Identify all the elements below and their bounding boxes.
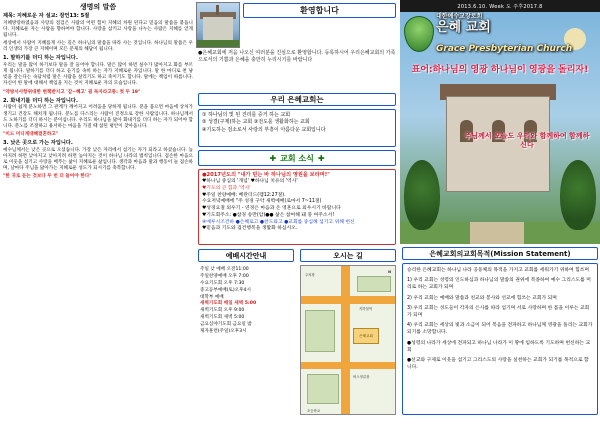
sermon-highlight-1: "약방서사항위대한 변책받지고 '감~혜고' 굄 독자라고통: 첫 두 19" — [3, 89, 141, 95]
mission-p-2: 1) 우리 교회는 성령의 인도하심과 하나님의 말씀의 권위에 복종하여 예수 그리스도를 머리로 하는 교회가 되며 — [407, 278, 591, 291]
hero-photo-caption: 주님께서 오늘도 우리와 함께하여 함께하신다 — [464, 132, 590, 150]
cross-icon: ✚ — [269, 153, 277, 163]
sermon-verse-reference: 제목: 지혜로운 자 설교: 잠언13: 5절 — [3, 13, 90, 20]
service-time-list — [198, 265, 294, 415]
mission-p-5: 4) 우리 교회는 세상의 빛과 소금이 되어 복음을 전파하고 하나님께 영광을 돌리는 교회가 되기를 소망합니다. — [407, 323, 593, 336]
news-title-box — [198, 150, 396, 166]
map-label-4: 초등학교 — [307, 409, 321, 413]
map-block-c — [307, 374, 339, 404]
sermon-point-1-head: 1. 말하기를 더디 하는 자입니다. — [3, 55, 78, 62]
church-name-main: 은혜 교회 — [436, 19, 491, 35]
service-time-1: 주일 낮 예배 오전11:00 — [200, 267, 249, 272]
mission-statement-body — [402, 263, 598, 415]
sermon-point-2-body: 사람이 쉽게 분노하면 그 관계가 깨어지고 어려움을 당하게 됩니다. 분을 품으면 마음에 상처가 생기고 건강도 해치게 됩니다. 분노를 다스리는 사람이 진정으로 강한 사람입니다. 하나님께서도 노하기를 더디 하시는 분이십니다. 우리도 하나님을 닮아 화내기를 더디 하는 자가 되어야 합니다. 분노를 조절하고 용서하는 마음을 가질 때 참된 평안이 찾아옵니다. — [3, 105, 193, 129]
service-time-8: 새벽기도회 새벽 5:00 — [200, 315, 245, 321]
date-banner: 2013.6.10. Week 도 주후2017.8 — [400, 0, 600, 12]
service-time-5: 대학부 예배 — [200, 294, 224, 300]
sermon-point-2-head: 2. 화내기를 더디 하는 자입니다. — [3, 97, 78, 104]
sermon-section-title: 생명의 말씀 — [79, 3, 117, 11]
news-body — [198, 169, 396, 245]
our-church-list — [198, 109, 396, 147]
sermon-point-3-body: 예수님께서는 낮은 곳으로 오셨습니다. 가장 낮은 자리에서 섬기는 자가 되라고 하셨습니다. 높아지려 하면 낮아지고 낮아지려 하면 높아지는 것이 하나님 나라의 법칙입니다. 겸손한 마음으로 이웃을 섬기고 사랑을 베푸는 삶이 지혜로운 삶입니다. 생각과 마음과 말과 행동이 늘 겸손하며, 날마다 주님을 닮아가는 지혜로운 성도가 되시기를 축복합니다. — [3, 147, 193, 171]
cross-icon-2: ✚ — [317, 153, 325, 163]
news-item-7: ④예루시조건하 ●은혜로고 ●찬도와고 ●교회를 중심해 섬기고 위해 헌신 — [202, 219, 355, 225]
news-item-2: ♥기도의 큰 힘과 '역사' — [202, 185, 251, 191]
service-time-7: 새벽기도회 오후 9:00 — [200, 308, 245, 314]
church-name-heading — [436, 14, 598, 36]
sermon-highlight-2: "미드 미디게대혜결혼하고" — [3, 131, 59, 137]
our-church-item-1: ① 하나님의 빛 된 진리를 증거 하는 교회 — [202, 112, 291, 118]
map-label-2: 지하철역 — [359, 307, 373, 311]
hero-tree-left — [404, 160, 440, 230]
our-church-item-2: ② 성결(구제)하는 교회 ③전도를 생활화하는 교회 — [202, 119, 310, 126]
welcome-title: 환영합니다 — [243, 3, 396, 18]
directions-title: 오시는 길 — [300, 249, 396, 262]
news-item-8: ♥믿음과 기도와 겸건행복을 생활화 하십시오. — [202, 226, 298, 232]
mission-statement-title: 은혜교회의교회목적(Mission Statement) — [402, 247, 598, 260]
location-map — [300, 265, 396, 415]
news-title: 교회 소식 — [280, 153, 314, 163]
map-block-b — [357, 276, 391, 292]
map-road-vertical — [341, 266, 350, 414]
church-name-english: Grace Presbyterian Church — [436, 44, 573, 54]
map-block-a — [305, 310, 335, 352]
denomination-label: 대한예수교장로회 — [436, 13, 483, 20]
hero-path — [470, 222, 524, 244]
hero-tree-right — [560, 160, 596, 230]
service-time-4: 중고등부예배(토)오후4시 — [200, 287, 251, 293]
church-slogan: 표어:하나님의 영광 하나님이 영광을 돌리자! — [411, 65, 589, 75]
mission-p-4: 3) 우리 교회는 성도들이 각자의 은사를 따라 섬기며 서로 사랑하며 한 몸을 이루는 교회가 되며 — [407, 305, 590, 318]
welcome-body: ●은혜교회에 저음 나오신 여러분을 진심으로 환영합니다. 등록하시어 우리은혜교회의 가족으로서의 기쁨과 은혜을 충만히 누리시기를 바랍니다 — [198, 50, 396, 63]
sermon-highlight-3: "한 귀로 듣는 것보다 두 번 더 들어야 한다" — [3, 173, 92, 179]
sermon-column — [0, 0, 196, 424]
news-item-5: ♥성경요절 외우기 - 연경은 마음과 온 영혼으로 외우시기 바랍니다 — [202, 206, 341, 212]
map-north-icon: N — [388, 270, 391, 274]
map-label-3: 버스정류장 — [353, 375, 370, 379]
map-church-marker: 은혜교회 — [353, 328, 379, 344]
sermon-intro-1: 지혜방랑하였음과 사랑의 점검은 사람의 어떤 힘이 지혜의 차원 된다고 믿음의 말씀을 붙듭니다. 지혜로운 자는 사람을 향하여야 합니다. 사랑을 삼키고 사랑을 나누는 사람은 지혜를 얻게 됩니다. — [3, 21, 193, 39]
map-label-1: 주차장 — [305, 273, 315, 277]
our-church-item-3: ④기도하는 검소로서 사랑의 부흥이 아름다운 교회입니다 — [202, 126, 326, 133]
news-item-4: 수요저녁예배에 "주 성경 구약 새벽예배(로마서 7~11절) — [202, 199, 322, 205]
service-time-2: 주일찬양예배 오후 7:00 — [200, 273, 249, 279]
service-time-9: 금요심야기도회 금요일 밤 — [200, 322, 252, 328]
mission-p-1: 승리한 은혜교회는 하나님 나라 공동체의 목적을 가지고 교회를 세워가기 위하여 힘쓰며 — [407, 268, 590, 273]
news-item-3: ♥주일 찬양예배: 베란더드(렘12:27절). — [202, 192, 286, 198]
news-headline: ●2017년도의 "내가 믿는 바 하나님의 영원을 보라며!" — [202, 172, 330, 178]
service-time-title: 예배시간안내 — [198, 249, 294, 262]
sermon-point-1-body: 우리는 말을 많이 하기보다 말을 잘 들어야 합니다. 말은 많이 하면 실수가 많아지고 화를 부르게 됩니다. 말하기를 더디 하고 듣기를 속히 하는 자가 지혜로운 자입니다. 말 한 마디로 천 냥 빚을 갚는다는 속담처럼 말은 사람을 살리기도 하고 죽이기도 합니다. 말에는 책임이 따릅니다. 자신이 한 말에 대해서 책임을 지는 것이 지혜로운 자의 모습입니다. — [3, 63, 193, 87]
sermon-intro-2: 세상에서 사람이 지혜롭게 사는 길은 하나님의 말씀을 따라 사는 것입니다. 하나님의 말씀은 우리 인생의 가장 큰 지혜이며 모든 문제의 해답이 됩니다. — [3, 41, 193, 53]
news-item-1: ♥하나님 중심의 '개념' ♥하나님 치유의 '역사' — [202, 179, 298, 185]
mission-p-7: ●선교와 구제로 이웃을 섬기고 그리스도의 사랑을 실천하는 교회가 되기를 목적으로 합니다. — [407, 357, 589, 371]
news-item-6: ♥기도회주소: ●참경 송만(암)●● 삶은 참여해 돼 풍 여주소서! — [202, 212, 335, 218]
mission-p-6: ●성령의 나라가 세상에 전파되고 하나님 나라가 이 땅에 임하도록 기도하며 헌신하는 교회 — [407, 340, 591, 353]
service-time-10: 제자훈련(주일)오후3시 — [200, 329, 247, 335]
mission-p-3: 2) 우리 교회는 예배와 말씀과 친교와 봉사와 선교에 힘쓰는 교회가 되며 — [407, 295, 557, 301]
sermon-point-3-head: 3. 낮은 곳으로 가는 자입니다. — [3, 139, 73, 146]
church-photo-small — [196, 2, 240, 48]
service-time-3: 수요기도회 오후 7:30 — [200, 280, 245, 286]
our-church-title: 우리 은혜교회는 — [198, 93, 396, 106]
service-time-6: 새벽기도회 매일 새벽 5:00 — [200, 301, 257, 307]
